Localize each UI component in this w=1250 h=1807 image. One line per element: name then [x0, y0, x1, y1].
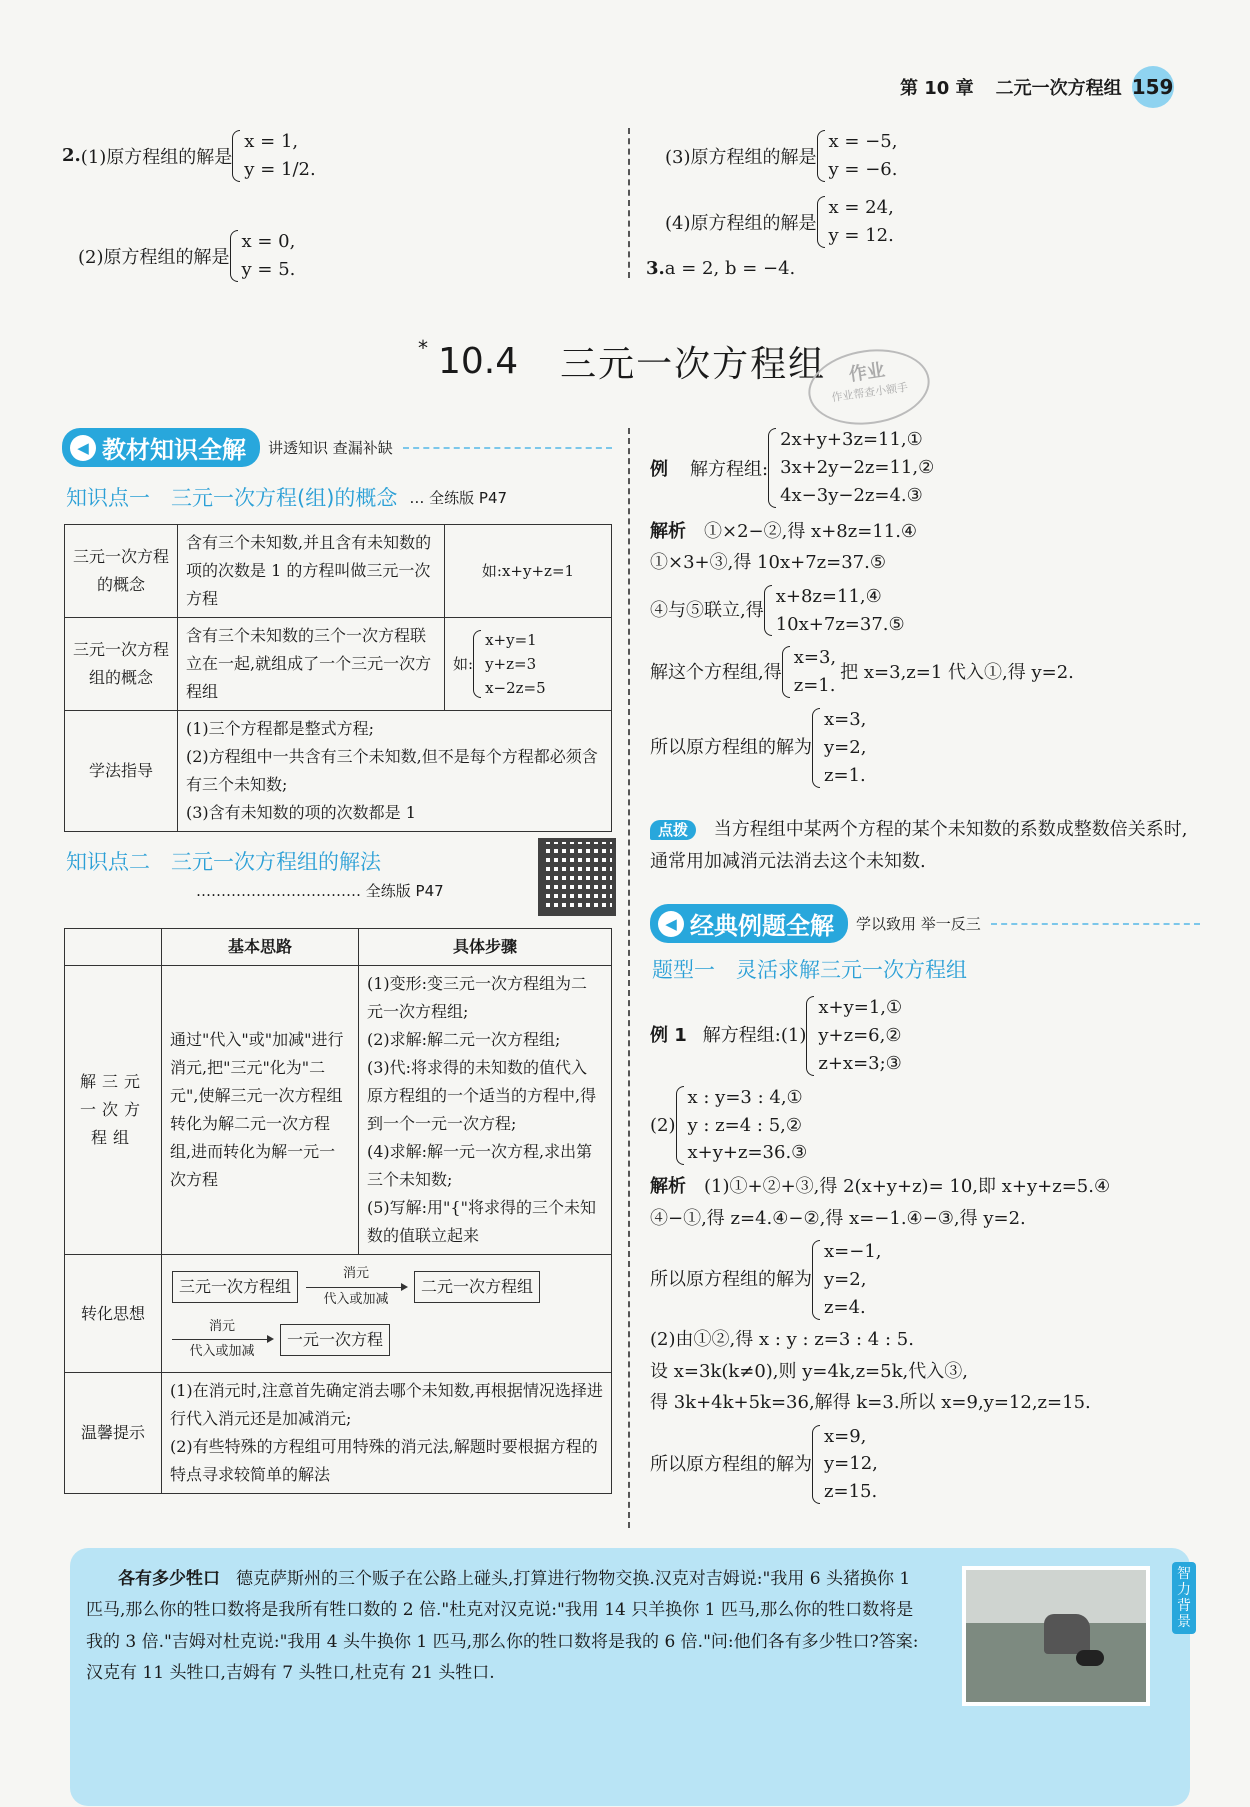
box-three-var: 三元一次方程组 [172, 1271, 298, 1303]
step-line: (5)写解:用"{"将求得的三个未知数的值联立起来 [367, 1198, 596, 1245]
combine-system [764, 583, 905, 639]
equation: y = 1/2. [244, 158, 316, 180]
example1-system-1 [806, 994, 902, 1078]
solution-system [232, 128, 315, 184]
example-system [473, 628, 546, 700]
row-example [445, 618, 612, 711]
equation: x = 0, [241, 231, 296, 252]
page-number: 159 [1132, 66, 1174, 108]
example-prefix: 如: [453, 654, 474, 673]
knowledge-banner [62, 428, 612, 467]
equation: y = −6. [828, 158, 898, 180]
elimination-arrow [306, 1263, 406, 1312]
column-divider-main [628, 428, 630, 1528]
section-heading: 三元一次方程组 [560, 344, 827, 385]
kp1-title: 知识点一 三元一次方程(组)的概念 [66, 486, 398, 510]
row-label: 解三元一次方程组 [65, 966, 162, 1255]
equation: y+z=6,② [818, 1024, 902, 1046]
chapter-label: 第 10 章 [900, 78, 974, 99]
equation: x=3, [824, 709, 867, 731]
equation: x+y=1 [485, 631, 537, 649]
analysis-text: ④−①,得 z=4.④−②,得 x=−1.④−③,得 y=2. [650, 1207, 1026, 1229]
answer-text: a = 2, b = −4. [664, 258, 796, 279]
question-number: 3. [646, 258, 665, 279]
row-example: 如:x+y+z=1 [445, 525, 612, 618]
banner-title: 经典例题全解 [690, 912, 834, 940]
box-two-var: 二元一次方程组 [414, 1271, 540, 1303]
analysis-text: (1)①+②+③,得 2(x+y+z)= 10,即 x+y+z=5.④ [704, 1176, 1111, 1198]
equation: y=2, [824, 737, 867, 759]
elimination-arrow [172, 1316, 272, 1365]
equation: y=2, [824, 1269, 867, 1291]
banner-subtitle: 学以致用 举一反三 [856, 915, 981, 933]
example-system [768, 426, 934, 510]
transform-diagram [162, 1255, 612, 1373]
equation: 2x+y+3z=11,① [780, 429, 923, 450]
step-line: (4)求解:解一元一次方程,求出第三个未知数; [367, 1142, 593, 1189]
row-description: 含有三个未知数的三个一次方程联立在一起,就组成了一个三元一次方程组 [178, 618, 445, 711]
equation: x+y=1,① [818, 997, 903, 1018]
equation: z=15. [824, 1481, 878, 1503]
analysis-final [650, 706, 1210, 790]
final-system [812, 706, 866, 790]
example1-system-2 [676, 1084, 808, 1168]
arrow-top-label: 消元 [343, 1266, 370, 1281]
final-text: 所以原方程组的解为 [650, 1269, 812, 1291]
answer-2-1 [62, 128, 316, 184]
stamp-subtext: 作业帮查小额手 [830, 380, 909, 405]
answer-2-4 [665, 194, 894, 250]
equation: z=1. [793, 675, 836, 697]
row-steps [359, 966, 612, 1255]
stamp-text: 作业 [847, 359, 887, 386]
equation: x = 24, [828, 197, 894, 218]
banner-subtitle: 讲透知识 查漏补缺 [268, 439, 393, 457]
table-row [65, 525, 612, 618]
step-line: (2)求解:解二元一次方程组; [367, 1030, 561, 1049]
background-panel [70, 1548, 1190, 1806]
example-label: 例 [650, 458, 668, 480]
column-divider-top [628, 128, 630, 278]
transform-line-2 [172, 1316, 601, 1365]
transform-line-1 [172, 1263, 601, 1312]
arrow-bottom-label: 代入或加减 [189, 1344, 255, 1360]
part2-line: (2)由①②,得 x : y : z=3 : 4 : 5. [650, 1329, 914, 1351]
type1-title: 题型一 灵活求解三元一次方程组 [652, 958, 967, 982]
chapter-title: 二元一次方程组 [995, 78, 1122, 99]
tip-line: (1)在消元时,注意首先确定消去哪个未知数,再根据情况选择进行代入消元还是加减消元; [170, 1381, 603, 1428]
equation: z=1. [824, 765, 866, 787]
arrow-bottom-label: 代入或加减 [323, 1291, 389, 1307]
section-number: 10.4 [438, 341, 519, 382]
story-title: 各有多少牲口 [118, 1569, 220, 1589]
equation: x = −5, [828, 131, 898, 152]
equation: y=12, [824, 1453, 878, 1475]
tip-block [650, 814, 1205, 879]
row-label: 三元一次方程的概念 [65, 525, 178, 618]
table-row [65, 1255, 612, 1373]
answer-text: (1)原方程组的解是 [80, 146, 233, 168]
kp2-reference: …………………………… 全练版 P47 [196, 882, 444, 900]
examples-banner [650, 904, 1200, 943]
solve-suffix: 把 x=3,z=1 代入①,得 y=2. [840, 661, 1074, 683]
equation: x−2z=5 [485, 679, 546, 697]
analysis-label: 解析 [650, 1176, 686, 1198]
row-label: 转化思想 [65, 1255, 162, 1373]
header-idea: 基本思路 [162, 929, 359, 966]
arrow-top-label: 消元 [208, 1318, 235, 1334]
kp1-table [64, 524, 612, 832]
table-row [65, 1373, 612, 1494]
row-label: 三元一次方程组的概念 [65, 618, 178, 711]
story-text-block [86, 1564, 926, 1690]
example-analysis [650, 516, 1210, 790]
guidance-line: (3)含有未知数的项的次数都是 1 [186, 803, 416, 822]
equation: x=9, [824, 1425, 867, 1447]
optional-star: * [418, 336, 428, 360]
analysis-line [650, 516, 1210, 548]
analysis-combine [650, 583, 1210, 639]
row-idea: 通过"代入"或"加减"进行消元,把"三元"化为"二元",使解三元一次方程组转化为解二元一次方程组,进而转化为解一元一次方程 [162, 966, 359, 1255]
table-row [65, 618, 612, 711]
banner-rule [403, 447, 612, 449]
megaphone-icon: ◀ [658, 911, 684, 937]
example-block [650, 426, 1210, 790]
final-text: 所以原方程组的解为 [650, 737, 812, 759]
arrow-line [306, 1287, 406, 1288]
answer-text: (3)原方程组的解是 [665, 146, 817, 168]
banner-pill [650, 904, 848, 943]
table-row [65, 711, 612, 832]
equation: z=4. [824, 1297, 866, 1319]
example1-problem [650, 994, 1210, 1078]
example1-part2 [650, 1084, 1210, 1168]
qr-code-icon [538, 838, 616, 916]
kp2-table [64, 928, 612, 1494]
tip-badge: 点拨 [650, 820, 696, 840]
table-header-row [65, 929, 612, 966]
row-tips [162, 1373, 612, 1494]
row-guidance [178, 711, 612, 832]
banner-pill [62, 428, 260, 467]
equation: y+z=3 [485, 655, 537, 673]
banner-title: 教材知识全解 [102, 436, 246, 464]
final1 [650, 1238, 1210, 1322]
final1-system [812, 1238, 882, 1322]
question-number: 2. [62, 145, 81, 167]
answer-text: (2)原方程组的解是 [78, 246, 230, 268]
row-label: 温馨提示 [65, 1373, 162, 1494]
final2 [650, 1423, 1210, 1507]
step-line: (3)代:将求得的未知数的值代入原方程组的一个适当的方程中,得到一个一元一次方程; [367, 1058, 597, 1133]
equation: y = 5. [241, 258, 296, 280]
analysis-line [650, 1171, 1210, 1203]
answer-3 [646, 258, 795, 279]
part2-label: (2) [650, 1114, 676, 1136]
analysis-solve [650, 644, 1210, 700]
guidance-line: (2)方程组中一共含有三个未知数,但不是每个方程都必须含有三个未知数; [186, 747, 598, 794]
page-header [900, 66, 1174, 108]
example1-block [650, 994, 1210, 1506]
equation: y = 12. [828, 224, 894, 246]
equation: x : y=3 : 4,① [687, 1086, 803, 1108]
horse-silhouette [1044, 1614, 1090, 1654]
story-text: 德克萨斯州的三个贩子在公路上碰头,打算进行物物交换.汉克对吉姆说:"我用 6 头猪换你 1 匹马,那么你的牲口数将是我所有牲口数的 2 倍."杜克对汉克说:"我用 14 只羊换你 1 匹马,那么你的牲口数将是我的 3 倍."吉姆对杜克说:"我用 4 头牛换你 1 匹马,那么你的牲口数将是我的 6 倍."问:他们各有多少牲口?答案:汉克有 11 头牲口,吉姆有 7 头牲口,杜克有 21 头牲口. [86, 1569, 919, 1684]
row-label: 学法指导 [65, 711, 178, 832]
example1-prompt: 解方程组:(1) [702, 1025, 807, 1047]
part2-line: 得 3k+4k+5k=36,解得 k=3.所以 x=9,y=12,z=15. [650, 1392, 1091, 1414]
equation: x=−1, [824, 1241, 882, 1263]
answer-2-2 [78, 228, 295, 284]
answer-2-3 [665, 128, 897, 184]
box-one-var: 一元一次方程 [280, 1324, 390, 1356]
combine-text: ④与⑤联立,得 [650, 599, 764, 621]
equation: x+8z=11,④ [775, 585, 882, 607]
final-text: 所以原方程组的解为 [650, 1453, 812, 1475]
equation: x+y+z=36.③ [687, 1142, 808, 1164]
analysis-text: ①×3+③,得 10x+7z=37.⑤ [650, 552, 886, 574]
solution-system [817, 194, 894, 250]
analysis-text: ①×2−②,得 x+8z=11.④ [704, 520, 918, 542]
analysis-label: 解析 [650, 520, 686, 542]
tip-text: 当方程组中某两个方程的某个未知数的系数成整数倍关系时,通常用加减消元法消去这个未知数. [650, 819, 1188, 873]
example-problem [650, 426, 1210, 510]
part2-line: 设 x=3k(k≠0),则 y=4k,z=5k,代入③, [650, 1360, 968, 1382]
kp1-reference: … 全练版 P47 [409, 488, 508, 507]
tip-line: (2)有些特殊的方程组可用特殊的消元法,解题时要根据方程的特点寻求较简单的解法 [170, 1437, 598, 1484]
banner-rule [991, 923, 1200, 925]
equation: y : z=4 : 5,② [687, 1114, 803, 1136]
arrow-line [172, 1339, 272, 1340]
equation: x=3, [793, 647, 837, 669]
example1-label: 例 1 [650, 1025, 687, 1047]
pig-silhouette [1076, 1650, 1104, 1666]
equation: x = 1, [244, 131, 299, 152]
table-row [65, 966, 612, 1255]
row-description: 含有三个未知数,并且含有未知数的项的次数是 1 的方程叫做三元一次方程 [178, 525, 445, 618]
equation: z+x=3;③ [818, 1052, 902, 1074]
equation: 10x+7z=37.⑤ [775, 613, 905, 635]
side-tag: 智力背景 [1172, 1562, 1196, 1634]
kp2-title: 知识点二 三元一次方程组的解法 [66, 850, 381, 874]
solution-system [230, 228, 296, 284]
megaphone-icon: ◀ [70, 435, 96, 461]
header-empty [65, 929, 162, 966]
equation: 3x+2y−2z=11,② [780, 456, 935, 478]
kp1-heading [66, 482, 616, 512]
section-title [418, 336, 826, 387]
guidance-line: (1)三个方程都是整式方程; [186, 719, 375, 738]
solve-system [782, 644, 836, 700]
horse-photo [962, 1566, 1150, 1706]
example-prompt: 解方程组: [690, 458, 769, 480]
equation: 4x−3y−2z=4.③ [780, 484, 923, 506]
final2-system [812, 1423, 878, 1507]
solution-system [817, 128, 898, 184]
answer-text: (4)原方程组的解是 [665, 212, 817, 234]
step-line: (1)变形:变三元一次方程组为二元一次方程组; [367, 974, 588, 1021]
header-steps: 具体步骤 [359, 929, 612, 966]
solve-prefix: 解这个方程组,得 [650, 661, 782, 683]
